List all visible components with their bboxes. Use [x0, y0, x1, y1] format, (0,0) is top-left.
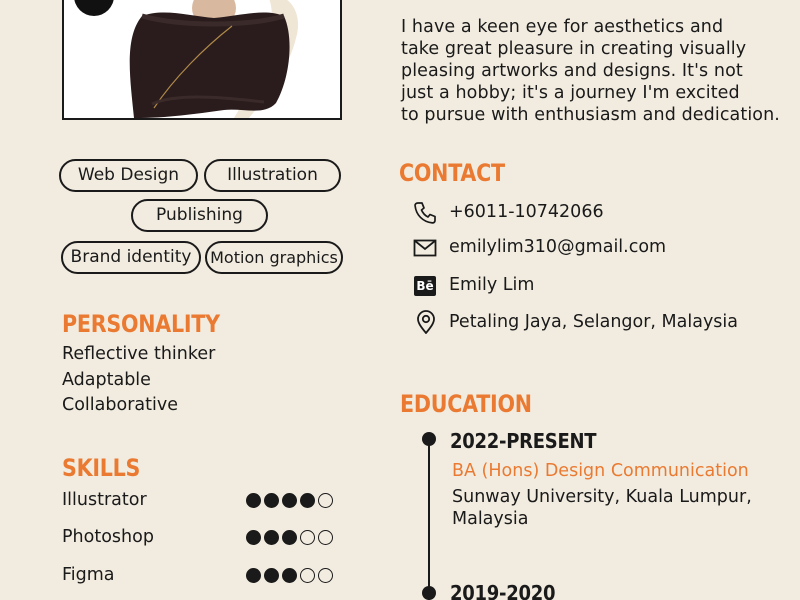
rating-dot-empty	[300, 568, 315, 583]
tag-illustration: Illustration	[204, 159, 341, 192]
rating-dot-empty	[318, 568, 333, 583]
tag-web-design: Web Design	[59, 159, 198, 192]
rating-dot-filled	[282, 493, 297, 508]
rating-dot-filled	[264, 568, 279, 583]
rating-dot-filled	[246, 530, 261, 545]
contact-behance[interactable]: Emily Lim	[449, 275, 535, 295]
bio-line: just a hobby; it's a journey I'm excited	[401, 83, 740, 103]
education-school	[452, 486, 752, 530]
rating-dot-empty	[318, 530, 333, 545]
rating-dot-filled	[282, 568, 297, 583]
skill-rating-figma	[246, 568, 333, 583]
bio-line: pleasing artworks and designs. It's not	[401, 61, 743, 81]
phone-icon	[412, 200, 438, 226]
contact-heading: CONTACT	[399, 159, 505, 187]
tag-brand-identity: Brand identity	[61, 241, 201, 274]
bio-line: I have a keen eye for aesthetics and	[401, 17, 724, 37]
rating-dot-empty	[318, 493, 333, 508]
rating-dot-filled	[282, 530, 297, 545]
bio-line: to pursue with enthusiasm and dedication.	[401, 105, 780, 125]
rating-dot-filled	[300, 493, 315, 508]
contact-location: Petaling Jaya, Selangor, Malaysia	[449, 312, 739, 332]
contact-phone[interactable]: +6011-10742066	[449, 202, 604, 222]
skills-heading: SKILLS	[62, 454, 141, 482]
personality-trait: Collaborative	[62, 395, 178, 415]
timeline-line	[428, 438, 430, 600]
bio-paragraph	[401, 16, 780, 126]
timeline-dot	[422, 586, 436, 600]
education-degree: BA (Hons) Design Communication	[452, 461, 749, 481]
skill-name-photoshop: Photoshop	[62, 527, 154, 547]
personality-heading: PERSONALITY	[62, 310, 220, 338]
education-school-line: Sunway University, Kuala Lumpur,	[452, 487, 752, 507]
skill-rating-photoshop	[246, 530, 333, 545]
skill-rating-illustrator	[246, 493, 333, 508]
tag-publishing: Publishing	[131, 199, 268, 232]
rating-dot-filled	[264, 493, 279, 508]
education-heading: EDUCATION	[400, 390, 532, 418]
location-pin-icon	[413, 309, 439, 335]
rating-dot-filled	[246, 493, 261, 508]
rating-dot-filled	[264, 530, 279, 545]
personality-trait: Reflective thinker	[62, 344, 216, 364]
skill-name-illustrator: Illustrator	[62, 490, 147, 510]
rating-dot-empty	[300, 530, 315, 545]
profile-photo	[62, 0, 342, 120]
education-years: 2022-PRESENT	[450, 429, 597, 453]
rating-dot-filled	[246, 568, 261, 583]
education-school-line: Malaysia	[452, 509, 529, 529]
contact-email[interactable]: emilylim310@gmail.com	[449, 237, 667, 257]
personality-trait: Adaptable	[62, 370, 151, 390]
mail-icon	[412, 235, 438, 261]
skill-name-figma: Figma	[62, 565, 115, 585]
timeline-dot	[422, 432, 436, 446]
behance-icon: Bē	[414, 276, 436, 296]
education-years: 2019-2020	[450, 581, 556, 600]
tag-motion-graphics: Motion graphics	[205, 241, 343, 274]
bio-line: take great pleasure in creating visually	[401, 39, 747, 59]
